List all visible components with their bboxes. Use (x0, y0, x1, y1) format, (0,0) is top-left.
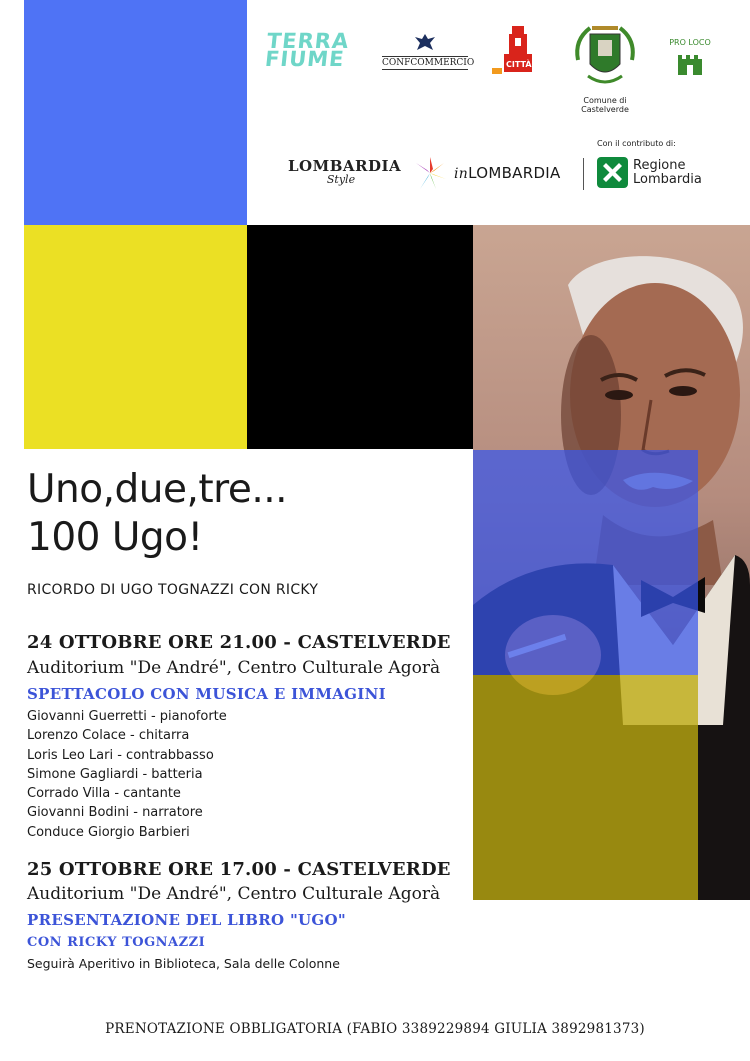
inlombardia-logo (410, 152, 561, 194)
lombardia-style-logo-bottom: Style (326, 173, 356, 186)
event-title (27, 466, 287, 562)
event2-subheadline: CON RICKY TOGNAZZI (27, 935, 206, 950)
credit-item: Lorenzo Colace - chitarra (27, 728, 190, 744)
yellow-color-block (24, 225, 247, 449)
proloco-logo-text: PRO LOCO (669, 38, 711, 47)
citta-logo (492, 24, 544, 78)
comune-castelverde-logo (560, 20, 650, 114)
event-subtitle: RICORDO DI UGO TOGNAZZI CON RICKY (27, 582, 319, 598)
comune-logo-text: Comune di Castelverde (581, 96, 629, 114)
event2-note: Seguirà Aperitivo in Biblioteca, Sala delle Colonne (27, 956, 340, 971)
credit-item: Simone Gagliardi - batteria (27, 766, 203, 782)
lombardia-style-logo-top: LOMBARDIA (288, 157, 402, 175)
proloco-logo (664, 38, 716, 77)
inlombardia-logo-text (454, 164, 561, 182)
coat-of-arms-icon (570, 20, 640, 94)
event2-venue: Auditorium "De André", Centro Culturale Agorà (27, 884, 441, 904)
castle-icon (676, 47, 704, 75)
blue-color-block (24, 0, 247, 225)
citta-logo-text: CITTÀ (506, 60, 532, 69)
confcommercio-logo (382, 32, 475, 70)
terra-fiume-logo-line-1: TERRA (265, 29, 351, 53)
inlombardia-logo-prefix: in (454, 166, 469, 182)
event2-date: 25 OTTOBRE ORE 17.00 - CASTELVERDE (27, 859, 451, 880)
event2-headline: PRESENTAZIONE DEL LIBRO "UGO" (27, 911, 347, 929)
inlombardia-logo-name: LOMBARDIA (468, 164, 561, 182)
credit-item: Giovanni Bodini - narratore (27, 805, 203, 821)
terra-fiume-logo (263, 29, 351, 71)
logo-divider (583, 158, 584, 190)
regione-lombardia-text-line-1: Regione (633, 157, 686, 173)
regione-lombardia-cross-icon (597, 157, 628, 188)
credit-item: Loris Leo Lari - contrabbasso (27, 747, 214, 763)
booking-info: PRENOTAZIONE OBBLIGATORIA (FABIO 3389229894 GIULIA 3892981373) (105, 1021, 645, 1037)
tower-icon (492, 24, 544, 78)
lombardia-style-logo (288, 157, 402, 186)
black-color-block (247, 225, 473, 449)
confcommercio-logo-text: CONFCOMMERCIO (382, 58, 475, 68)
credit-item: Corrado Villa - cantante (27, 786, 181, 802)
regione-lombardia-logo (597, 157, 702, 188)
event1-venue: Auditorium "De André", Centro Culturale Agorà (27, 658, 441, 678)
yellow-overlay-square (473, 675, 698, 900)
contribution-label: Con il contributo di: (597, 139, 676, 148)
regione-lombardia-text-line-2: Lombardia (633, 171, 702, 187)
credit-item: Conduce Giorgio Barbieri (27, 824, 190, 840)
event-title-line-1: Uno,due,tre... (27, 467, 288, 512)
event1-headline: SPETTACOLO CON MUSICA E IMMAGINI (27, 685, 386, 703)
terra-fiume-logo-line-2: FIUME (263, 47, 346, 71)
event1-date: 24 OTTOBRE ORE 21.00 - CASTELVERDE (27, 632, 451, 653)
event-title-line-2: 100 Ugo! (27, 515, 203, 560)
event1-credits-list (27, 707, 227, 842)
regione-lombardia-text (633, 159, 702, 187)
star-burst-icon (410, 153, 450, 193)
eagle-icon (413, 32, 437, 52)
credit-item: Giovanni Guerretti - pianoforte (27, 709, 227, 724)
blue-overlay-square (473, 450, 698, 675)
